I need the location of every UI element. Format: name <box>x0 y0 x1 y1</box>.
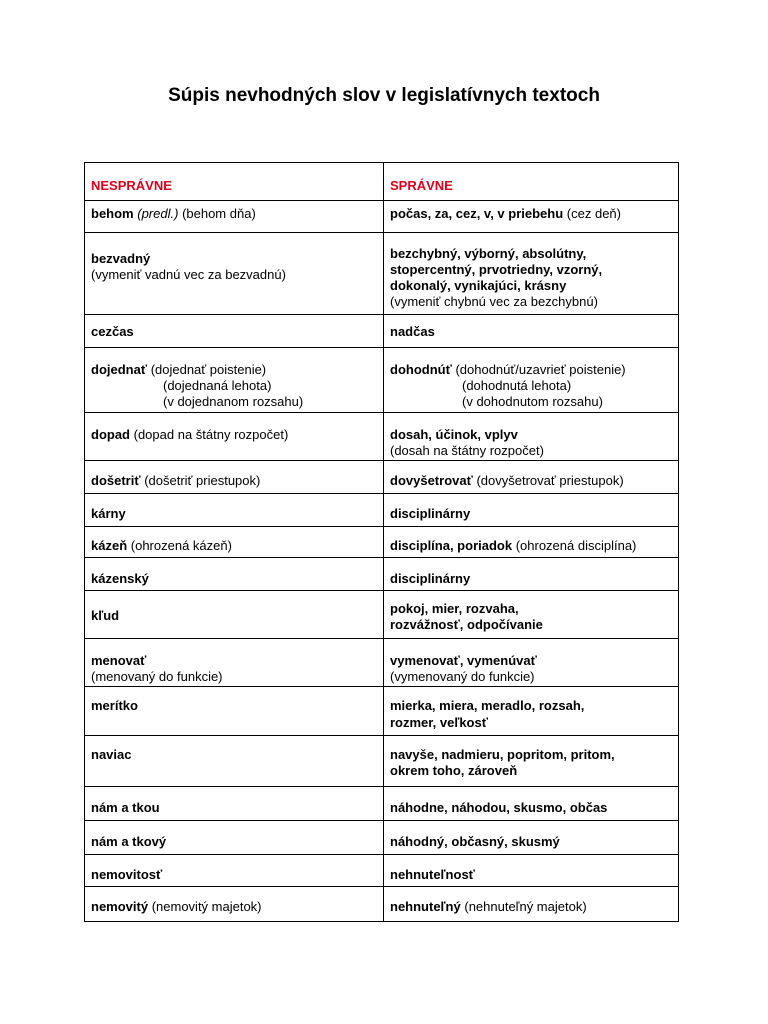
table-header-row <box>85 163 679 201</box>
cell-wrong <box>85 591 384 639</box>
table-row <box>85 887 679 922</box>
cell-right <box>384 348 679 413</box>
right-word: náhodný, občasný, skusmý <box>390 834 560 849</box>
cell-wrong <box>85 787 384 821</box>
wrong-pos: (predl.) <box>137 206 179 221</box>
cell-right <box>384 855 679 887</box>
page-title: Súpis nevhodných slov v legislatívnych textoch <box>168 85 600 106</box>
cell-wrong <box>85 855 384 887</box>
wrong-word: kázenský <box>91 571 149 586</box>
wrong-word: cezčas <box>91 324 134 339</box>
right-word: nadčas <box>390 324 435 339</box>
right-word: disciplína, poriadok <box>390 538 513 553</box>
right-word-line: navyše, nadmieru, popritom, pritom, <box>390 747 615 762</box>
right-word-line: rozvážnosť, odpočívanie <box>390 617 543 632</box>
wrong-example: (dopad na štátny rozpočet) <box>133 427 289 442</box>
right-word-line: okrem toho, zároveň <box>390 763 518 778</box>
right-word: nehnuteľnosť <box>390 867 475 882</box>
cell-wrong <box>85 527 384 558</box>
wrong-word: nám a tkový <box>91 834 167 849</box>
right-example: (v dohodnutom rozsahu) <box>462 394 603 409</box>
wrong-word: došetriť <box>91 473 141 488</box>
cell-wrong <box>85 348 384 413</box>
table-row <box>85 233 679 315</box>
cell-right <box>384 887 679 922</box>
table-row <box>85 527 679 558</box>
wrong-word: menovať <box>91 653 147 668</box>
wrong-word: kľud <box>91 608 120 623</box>
table-row <box>85 315 679 348</box>
cell-right <box>384 787 679 821</box>
right-example: (dovyšetrovať priestupok) <box>476 473 624 488</box>
right-word: dohodnúť <box>390 362 452 377</box>
wrong-word: merítko <box>91 698 138 713</box>
right-example: (ohrozená disciplína) <box>515 538 637 553</box>
cell-wrong <box>85 315 384 348</box>
cell-wrong <box>85 413 384 461</box>
header-wrong: NESPRÁVNE <box>85 163 384 201</box>
table-row <box>85 855 679 887</box>
wrong-example: (ohrozená kázeň) <box>130 538 232 553</box>
wrong-word: nemovitosť <box>91 867 163 882</box>
right-example: (vymeniť chybnú vec za bezchybnú) <box>390 294 598 309</box>
table-row <box>85 413 679 461</box>
cell-right <box>384 687 679 736</box>
cell-wrong <box>85 687 384 736</box>
right-example: (dohodnúť/uzavrieť poistenie) <box>455 362 626 377</box>
right-example: (dohodnutá lehota) <box>462 378 572 393</box>
right-word-line: pokoj, mier, rozvaha, <box>390 601 519 616</box>
cell-right <box>384 494 679 527</box>
wrong-word: naviac <box>91 747 132 762</box>
cell-wrong <box>85 558 384 591</box>
cell-wrong <box>85 494 384 527</box>
wrong-example: (dojednať poistenie) <box>150 362 267 377</box>
right-example: (vymenovaný do funkcie) <box>390 669 535 684</box>
right-word: dosah, účinok, vplyv <box>390 427 518 442</box>
cell-right <box>384 201 679 233</box>
right-word-line: mierka, miera, meradlo, rozsah, <box>390 698 585 713</box>
wrong-example: (menovaný do funkcie) <box>91 669 223 684</box>
cell-wrong <box>85 639 384 687</box>
cell-right <box>384 461 679 494</box>
wrong-word: dojednať <box>91 362 148 377</box>
right-word-line: dokonalý, vynikajúci, krásny <box>390 278 567 293</box>
cell-wrong <box>85 887 384 922</box>
cell-right <box>384 315 679 348</box>
table-row <box>85 201 679 233</box>
cell-right <box>384 639 679 687</box>
wrong-example: (nemovitý majetok) <box>151 899 262 914</box>
wrong-word: kázeň <box>91 538 128 553</box>
table-row <box>85 639 679 687</box>
cell-right <box>384 558 679 591</box>
right-word-line: bezchybný, výborný, absolútny, <box>390 246 587 261</box>
wrong-example: (dojednaná lehota) <box>163 378 272 393</box>
table-row <box>85 821 679 855</box>
right-example: (cez deň) <box>566 206 621 221</box>
word-table <box>84 162 679 922</box>
cell-right <box>384 413 679 461</box>
cell-right <box>384 527 679 558</box>
right-word-line: stopercentný, prvotriedny, vzorný, <box>390 262 603 277</box>
wrong-word: kárny <box>91 506 126 521</box>
right-example: (nehnuteľný majetok) <box>464 899 587 914</box>
cell-right <box>384 821 679 855</box>
right-word: disciplinárny <box>390 506 471 521</box>
wrong-word: dopad <box>91 427 130 442</box>
wrong-word: nemovitý <box>91 899 149 914</box>
table-row <box>85 494 679 527</box>
right-word: vymenovať, vymenúvať <box>390 653 537 668</box>
right-word: náhodne, náhodou, skusmo, občas <box>390 800 608 815</box>
table-row <box>85 461 679 494</box>
wrong-word: nám a tkou <box>91 800 160 815</box>
right-word: dovyšetrovať <box>390 473 473 488</box>
wrong-example: (v dojednanom rozsahu) <box>163 394 304 409</box>
table-row <box>85 591 679 639</box>
right-word: nehnuteľný <box>390 899 461 914</box>
wrong-word: behom <box>91 206 134 221</box>
right-word-line: rozmer, veľkosť <box>390 715 488 730</box>
table-row <box>85 787 679 821</box>
right-word: počas, za, cez, v, v priebehu <box>390 206 564 221</box>
right-word: disciplinárny <box>390 571 471 586</box>
table-row <box>85 687 679 736</box>
cell-right <box>384 233 679 315</box>
cell-wrong <box>85 821 384 855</box>
cell-wrong <box>85 461 384 494</box>
header-right: SPRÁVNE <box>384 163 679 201</box>
cell-wrong <box>85 233 384 315</box>
cell-right <box>384 591 679 639</box>
table-row <box>85 736 679 787</box>
cell-right <box>384 736 679 787</box>
cell-wrong <box>85 201 384 233</box>
wrong-example: (došetriť priestupok) <box>144 473 261 488</box>
table-row <box>85 558 679 591</box>
wrong-example: (vymeniť vadnú vec za bezvadnú) <box>91 267 286 282</box>
table-row <box>85 348 679 413</box>
wrong-example: (behom dňa) <box>182 206 256 221</box>
cell-wrong <box>85 736 384 787</box>
wrong-word: bezvadný <box>91 251 151 266</box>
right-example: (dosah na štátny rozpočet) <box>390 443 544 458</box>
